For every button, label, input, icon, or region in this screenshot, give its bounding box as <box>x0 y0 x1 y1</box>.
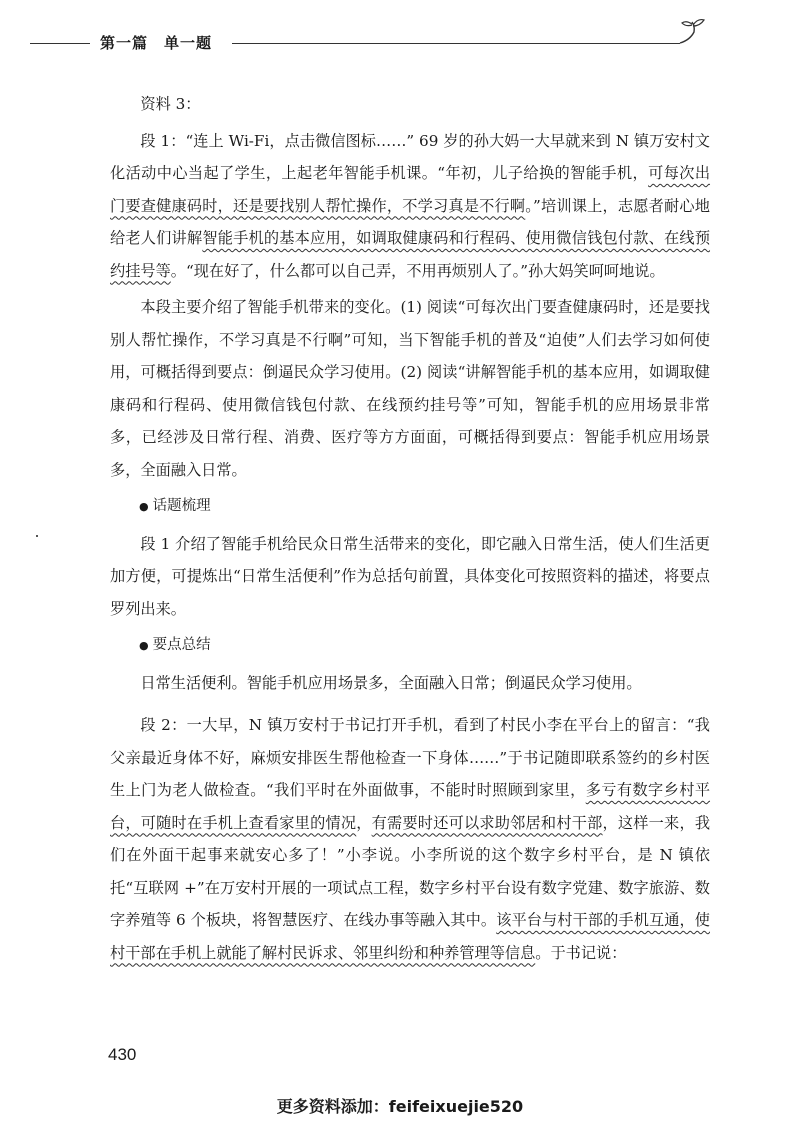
para2-text-d: 。于书记说： <box>535 943 627 962</box>
sprout-icon <box>676 16 712 52</box>
para2-text-b: ， <box>356 813 372 832</box>
bullet-dot-icon: ● <box>139 639 149 652</box>
material-label: 资料 3： <box>140 95 201 113</box>
para2-underline-1: 多亏有数字乡村平台，可随时在手机上查看家里的情况 <box>110 781 711 832</box>
topic-heading <box>110 490 710 524</box>
para2-underline-2: 有需要时还可以求助邻居和村干部 <box>371 813 603 832</box>
summary-heading <box>110 629 710 663</box>
paragraph-1 <box>110 125 710 288</box>
para1-underline-1: 可每次出门要查健康码时，还是要找别人帮忙操作，不学习真是不行啊 <box>110 164 711 215</box>
topic-text: 段 1 介绍了智能手机给民众日常生活带来的变化，即它融入日常生活，使人们生活更加方便，可提炼出“日常生活便利”作为总括句前置，具体变化可按照资料的描述，将要点罗列出来。 <box>110 534 710 618</box>
para1-text-c: 。“现在好了，什么都可以自己弄，不用再烦别人了。”孙大妈笑呵呵地说。 <box>170 261 665 280</box>
header-rule-left <box>30 43 90 44</box>
footer-note: 更多资料添加：feifeixuejie520 <box>276 1097 524 1116</box>
para1-text-b: 。”培训课上，志愿者耐心地给老人们讲解 <box>110 196 710 247</box>
topic-heading-text: 话题梳理 <box>152 498 211 514</box>
para2-underline-3: 该平台与村干部的手机互通，使村干部在手机上就能了解村民诉求、邻里纠纷和种养管理等信息 <box>110 911 710 962</box>
summary-text: 日常生活便利。智能手机应用场景多，全面融入日常；倒逼民众学习使用。 <box>140 673 642 692</box>
page-number: 430 <box>108 1045 137 1064</box>
header-rule-right <box>232 43 680 44</box>
page-content <box>110 88 710 969</box>
analysis-paragraph: 本段主要介绍了智能手机带来的变化。(1) 阅读“可每次出门要查健康码时，还是要找别人帮忙操作，不学习真是不行啊”可知，当下智能手机的普及“迫使”人们去学习如何使用，可概括得到要点：倒逼民众学习使用。(2) 阅读“讲解智能手机的基本应用，如调取健康码和行程码、使用微信钱包付款、在线预约挂号等”可知，智能手机的应用场景非常多，已经涉及日常行程、消费、医疗等方方面面，可概括得到要点：智能手机应用场景多，全面融入日常。 <box>110 298 710 479</box>
summary-heading-text: 要点总结 <box>152 637 211 653</box>
para2-text-c: ，这样一来，我们在外面干起事来就安心多了！”小李说。小李所说的这个数字乡村平台，是 N 镇依托“互联网 +”在万安村开展的一项试点工程，数字乡村平台设有数字党建、数字旅游、数字养殖等 6 个板块，将智慧医疗、在线办事等融入其中。 <box>110 813 711 929</box>
section-title: 第一篇 单一题 <box>100 34 213 52</box>
page-header <box>0 28 800 58</box>
scan-speck <box>36 535 38 537</box>
paragraph-2 <box>110 709 710 969</box>
para1-underline-2: 智能手机的基本应用，如调取健康码和行程码、使用微信钱包付款、在线预约挂号等 <box>110 229 711 280</box>
bullet-dot-icon: ● <box>139 500 149 513</box>
para1-text-a: 段 1：“连上 Wi-Fi，点击微信图标……” 69 岁的孙大妈一大早就来到 N 镇万安村文化活动中心当起了学生，上起老年智能手机课。“年初，儿子给换的智能手机， <box>110 131 710 182</box>
para2-text-a: 段 2：一大早，N 镇万安村于书记打开手机，看到了村民小李在平台上的留言：“我父亲最近身体不好，麻烦安排医生帮他检查一下身体……”于书记随即联系签约的乡村医生上门为老人做检查。“我们平时在外面做事，不能时时照顾到家里， <box>110 716 710 799</box>
